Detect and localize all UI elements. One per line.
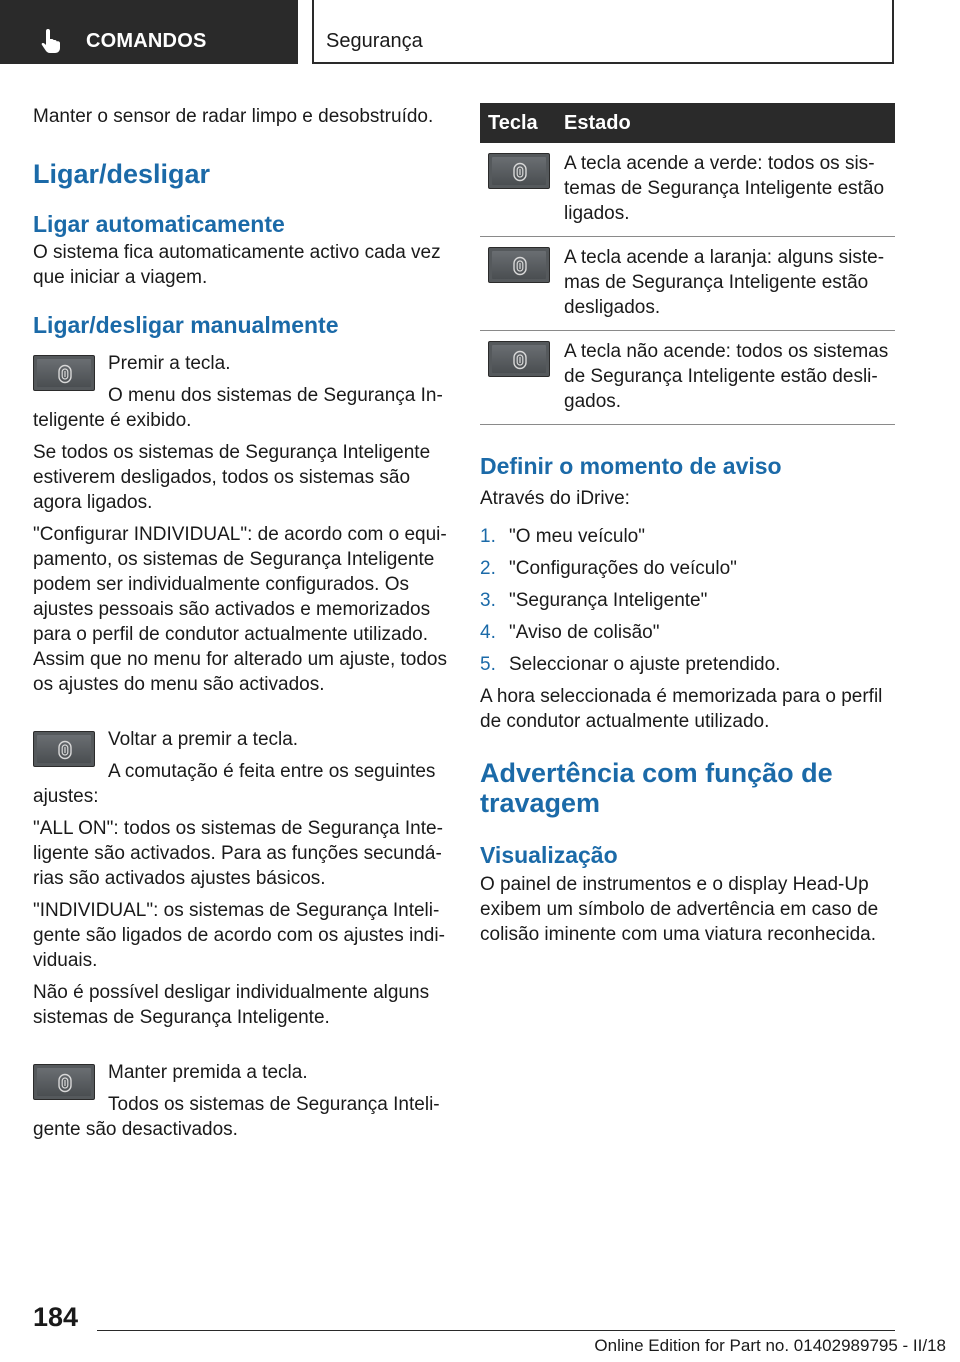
assist-button-icon [512,350,528,370]
assist-button-image [488,341,550,377]
assist-button-image [33,355,95,391]
assist-button-image [33,731,95,767]
steps-list [480,524,895,677]
col-header-state: Estado [564,103,895,143]
hold-key-block [33,1060,448,1142]
visualizacao-text: O painel de instrumentos e o display Head-Up exibem um símbolo de advertência em caso de colisão iminente com uma viatura reconhecida. [480,874,879,945]
section-header [312,0,894,64]
assist-button-icon [57,364,73,384]
press-key-block [33,351,448,433]
left-column [33,100,448,1142]
right-column [480,103,895,947]
press-again-text: Voltar a premir a tecla. [108,729,299,750]
list-item: 5. Seleccionar o ajuste pretendido. [480,654,781,675]
page-number: 184 [33,1302,79,1332]
table-row [480,331,895,425]
via-idrive-text: Através do iDrive: [480,488,630,509]
hand-pointer-icon [40,28,62,54]
assist-button-icon [512,162,528,182]
col-header-key: Tecla [480,103,564,143]
heading-ligar-automaticamente: Ligar automaticamente [33,211,285,237]
not-possible-text: Não é possível desligar individualmente alguns sistemas de Segurança Inteligente. [33,982,430,1028]
state-cell: A tecla acende a laranja: alguns sistemas de Segurança Inteligente estão desligados. [564,237,895,331]
table-row [480,237,895,331]
heading-advertencia: Advertência com função de travagem [480,758,833,818]
all-off-text: Se todos os sistemas de Segurança Inteligente estiverem desligados, todos os sistemas são agora ligados. [33,442,431,513]
heading-ligar-desligar-manual: Ligar/desligar manualmente [33,312,339,338]
toggle-settings-text: A comutação é feita entre os seguintes ajustes: [33,761,436,807]
state-cell: A tecla não acende: todos os sistemas de Segurança Inteligente estão desligados. [564,331,895,425]
press-key-text: Premir a tecla. [108,353,231,374]
table-header-row [480,103,895,143]
deactivated-text: Todos os sistemas de Segurança Inteligente são desactivados. [33,1094,440,1140]
key-status-table [480,103,895,425]
assist-button-image [488,247,550,283]
individual-config-text: "Configurar INDIVIDUAL": de acordo com o equipamento, os sistemas de Segurança Inteligente podem ser individualmente configurados. Os ajustes pessoais são activados e memorizados para o perfil de condutor actualmente utilizado. Assim que no menu for alterado um ajuste, todos os ajustes do menu são activados. [33,524,448,695]
hold-key-text: Manter premida a tecla. [108,1062,308,1083]
assist-button-icon [57,1073,73,1093]
footer-divider [97,1330,895,1331]
individual-text: "INDIVIDUAL": os sistemas de Segurança Inteligente são ligados de acordo com os ajustes individuais. [33,900,445,971]
memorized-text: A hora seleccionada é memorizada para o perfil de condutor actualmente utilizado. [480,686,883,732]
assist-button-image [488,153,550,189]
state-cell: A tecla acende a verde: todos os sistemas de Segurança Inteligente estão ligados. [564,143,895,237]
list-item: 3. "Segurança Inteligente" [480,590,708,611]
list-item: 1. "O meu veículo" [480,526,645,547]
list-item: 2. "Configurações do veículo" [480,558,737,579]
auto-text: O sistema fica automaticamente activo cada vez que iniciar a viagem. [33,242,441,288]
heading-ligar-desligar: Ligar/desligar [33,159,211,189]
menu-shown-text: O menu dos sistemas de Segurança Inteligente é exibido. [33,385,443,431]
all-on-text: "ALL ON": todos os sistemas de Segurança Inteligente são activados. Para as funções secundárias são activados ajustes básicos. [33,818,443,889]
heading-definir-momento: Definir o momento de aviso [480,453,782,479]
intro-text: Manter o sensor de radar limpo e desobstruído. [33,106,434,127]
section-title: Segurança [326,30,423,52]
heading-visualizacao: Visualização [480,842,618,868]
list-item: 4. "Aviso de colisão" [480,622,660,643]
press-again-block [33,727,448,809]
edition-text: Online Edition for Part no. 01402989795 - II/18 [594,1336,946,1355]
assist-button-image [33,1064,95,1100]
assist-button-icon [512,256,528,276]
chapter-tab [0,0,298,64]
table-row [480,143,895,237]
assist-button-icon [57,740,73,760]
chapter-title: COMANDOS [86,30,207,52]
